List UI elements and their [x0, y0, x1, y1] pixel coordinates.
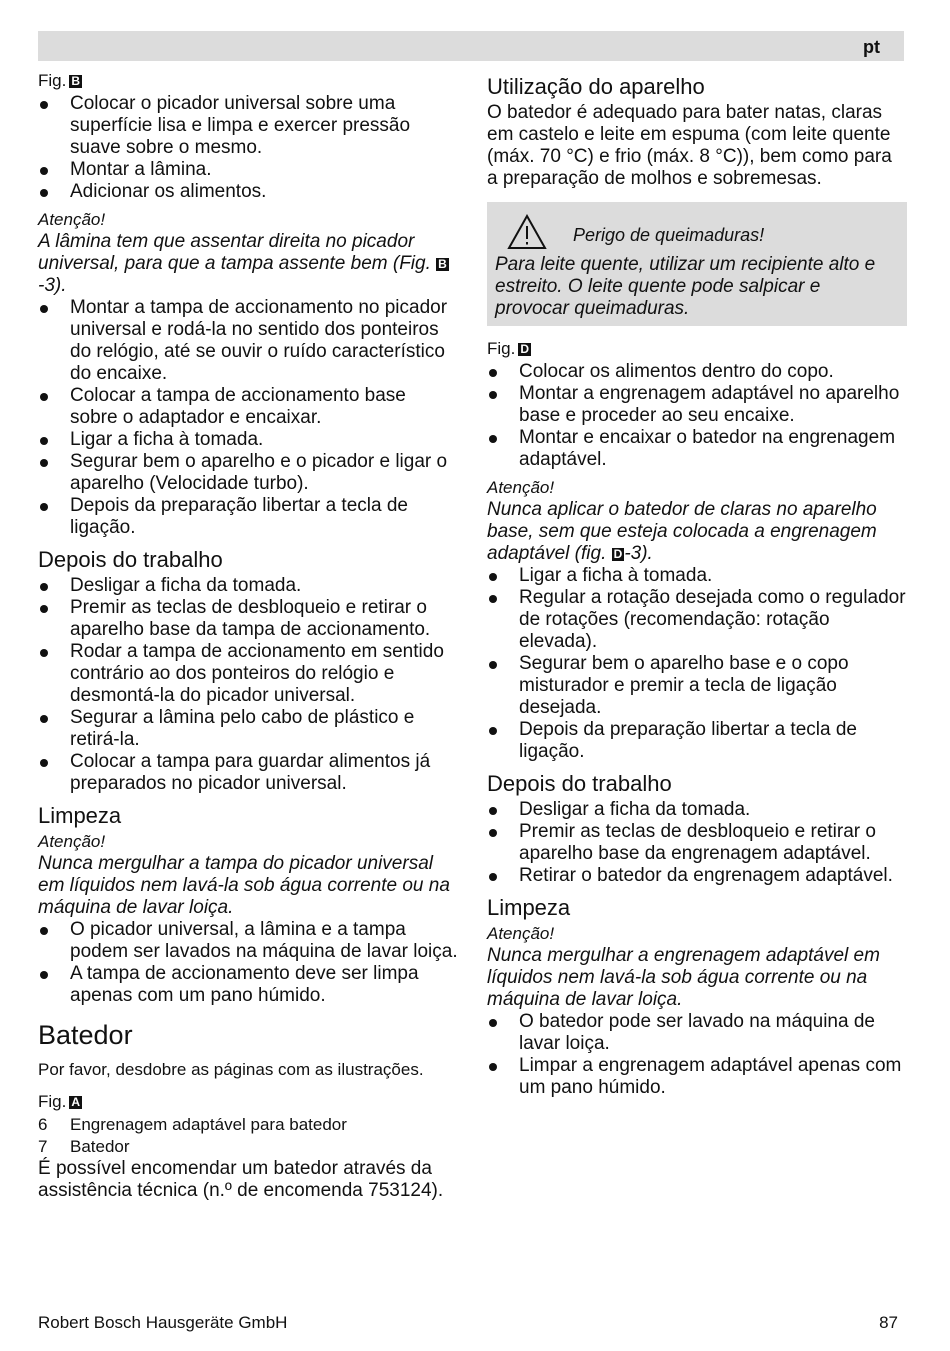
danger-text: Para leite quente, utilizar um recipiente alto e estreito. O leite quente pode salpicar e provocar queimaduras.: [495, 254, 876, 319]
list-item: Montar a tampa de accionamento no picador universal e rodá-la no sentido dos ponteiros do relógio, até se ouvir o ruído característico do encaixe.: [38, 297, 458, 385]
list-item: Depois da preparação libertar a tecla de ligação.: [487, 719, 907, 763]
part-item: 6 Engrenagem adaptável para batedor: [38, 1115, 347, 1134]
part-item: 7 Batedor: [38, 1137, 130, 1156]
danger-warning-box: [487, 202, 907, 326]
fig-letter-icon: A: [71, 1095, 81, 1109]
list-item: Rodar a tampa de accionamento em sentido contrário ao dos ponteiros do relógio e desmontá-la do picador universal.: [38, 641, 458, 707]
list-item: Colocar a tampa para guardar alimentos já preparados no picador universal.: [38, 751, 458, 795]
warning-triangle-icon: [507, 214, 547, 250]
fig-d-label: Fig. D: [487, 339, 530, 358]
fold-note: Por favor, desdobre as páginas com as ilustrações.: [38, 1060, 424, 1079]
attention-text: Nunca mergulhar a engrenagem adaptável em líquidos nem lavá-la sob água corrente ou na máquina de lavar loiça.: [487, 945, 880, 1010]
steps-list-2: [38, 297, 458, 539]
use-description: O batedor é adequado para bater natas, claras em castelo e leite em espuma (com leite quente (máx. 70 °C) e frio (máx. 8 °C)), bem como para a preparação de molhos e sobremesas.: [487, 102, 892, 189]
section-title-batedor: Batedor: [38, 1020, 133, 1050]
fig-letter-icon: B: [438, 257, 447, 271]
steps-list-2: [487, 565, 907, 763]
list-item: Depois da preparação libertar a tecla de ligação.: [38, 495, 458, 539]
attention-title: Atenção!: [38, 210, 106, 229]
steps-list-1: [38, 93, 458, 203]
list-item: O batedor pode ser lavado na máquina de lavar loiça.: [487, 1011, 907, 1055]
right-column: [487, 74, 907, 1099]
steps-list-4: [487, 1011, 907, 1099]
list-item: O picador universal, a lâmina e a tampa podem ser lavados na máquina de lavar loiça.: [38, 919, 458, 963]
left-column: [38, 70, 458, 1202]
attention-text: Nunca aplicar o batedor de claras no aparelho base, sem que esteja colocada a engrenagem adaptável (fig. D -3).: [487, 499, 877, 564]
section-title-after-work: Depois do trabalho: [38, 547, 223, 572]
fig-letter-icon: D: [613, 547, 623, 561]
company-name: Robert Bosch Hausgeräte GmbH: [38, 1313, 288, 1332]
steps-list-3: [38, 575, 458, 795]
list-item: Premir as teclas de desbloqueio e retirar o aparelho base da tampa de accionamento.: [38, 597, 458, 641]
list-item: Segurar bem o aparelho base e o copo misturador e premir a tecla de ligação desejada.: [487, 653, 907, 719]
list-item: Colocar os alimentos dentro do copo.: [487, 361, 907, 383]
section-title-use: Utilização do aparelho: [487, 74, 705, 99]
list-item: Colocar o picador universal sobre uma superfície lisa e limpa e exercer pressão suave sobre o mesmo.: [38, 93, 458, 159]
list-item: Regular a rotação desejada como o regulador de rotações (recomendação: rotação elevada).: [487, 587, 907, 653]
list-item: Limpar a engrenagem adaptável apenas com um pano húmido.: [487, 1055, 907, 1099]
attention-text: A lâmina tem que assentar direita no picador universal, para que a tampa assente bem (Fig. B-3).: [38, 231, 447, 296]
page-number: 87: [879, 1313, 898, 1332]
list-item: Adicionar os alimentos.: [38, 181, 458, 203]
header-bar: [38, 31, 904, 61]
section-title-after-work: Depois do trabalho: [487, 771, 672, 796]
list-item: Montar a lâmina.: [38, 159, 458, 181]
list-item: Ligar a ficha à tomada.: [38, 429, 458, 451]
fig-letter-icon: D: [520, 342, 530, 356]
attention-title: Atenção!: [487, 478, 555, 497]
steps-list-3: [487, 799, 907, 887]
list-item: Premir as teclas de desbloqueio e retirar o aparelho base da engrenagem adaptável.: [487, 821, 907, 865]
list-item: Retirar o batedor da engrenagem adaptável.: [487, 865, 907, 887]
list-item: Desligar a ficha da tomada.: [38, 575, 458, 597]
section-title-cleaning: Limpeza: [38, 803, 122, 828]
fig-letter-icon: B: [71, 74, 81, 88]
list-item: Montar a engrenagem adaptável no aparelho base e proceder ao seu encaixe.: [487, 383, 907, 427]
list-item: Segurar bem o aparelho e o picador e ligar o aparelho (Velocidade turbo).: [38, 451, 458, 495]
language-code: pt: [863, 37, 880, 57]
order-info: É possível encomendar um batedor através da assistência técnica (n.º de encomenda 753124).: [38, 1158, 444, 1201]
steps-list-1: [487, 361, 907, 471]
list-item: Desligar a ficha da tomada.: [487, 799, 907, 821]
section-title-cleaning: Limpeza: [487, 895, 571, 920]
list-item: A tampa de accionamento deve ser limpa apenas com um pano húmido.: [38, 963, 458, 1007]
attention-text: Nunca mergulhar a tampa do picador universal em líquidos nem lavá-la sob água corrente ou na máquina de lavar loiça.: [38, 853, 450, 918]
danger-title: Perigo de queimaduras!: [573, 225, 765, 245]
list-item: Montar e encaixar o batedor na engrenagem adaptável.: [487, 427, 907, 471]
steps-list-4: [38, 919, 458, 1007]
fig-b-label: Fig. B: [38, 71, 81, 90]
list-item: Colocar a tampa de accionamento base sobre o adaptador e encaixar.: [38, 385, 458, 429]
fig-a-label: Fig. A: [38, 1092, 81, 1111]
list-item: Ligar a ficha à tomada.: [487, 565, 907, 587]
list-item: Segurar a lâmina pelo cabo de plástico e retirá-la.: [38, 707, 458, 751]
attention-title: Atenção!: [38, 832, 106, 851]
attention-title: Atenção!: [487, 924, 555, 943]
